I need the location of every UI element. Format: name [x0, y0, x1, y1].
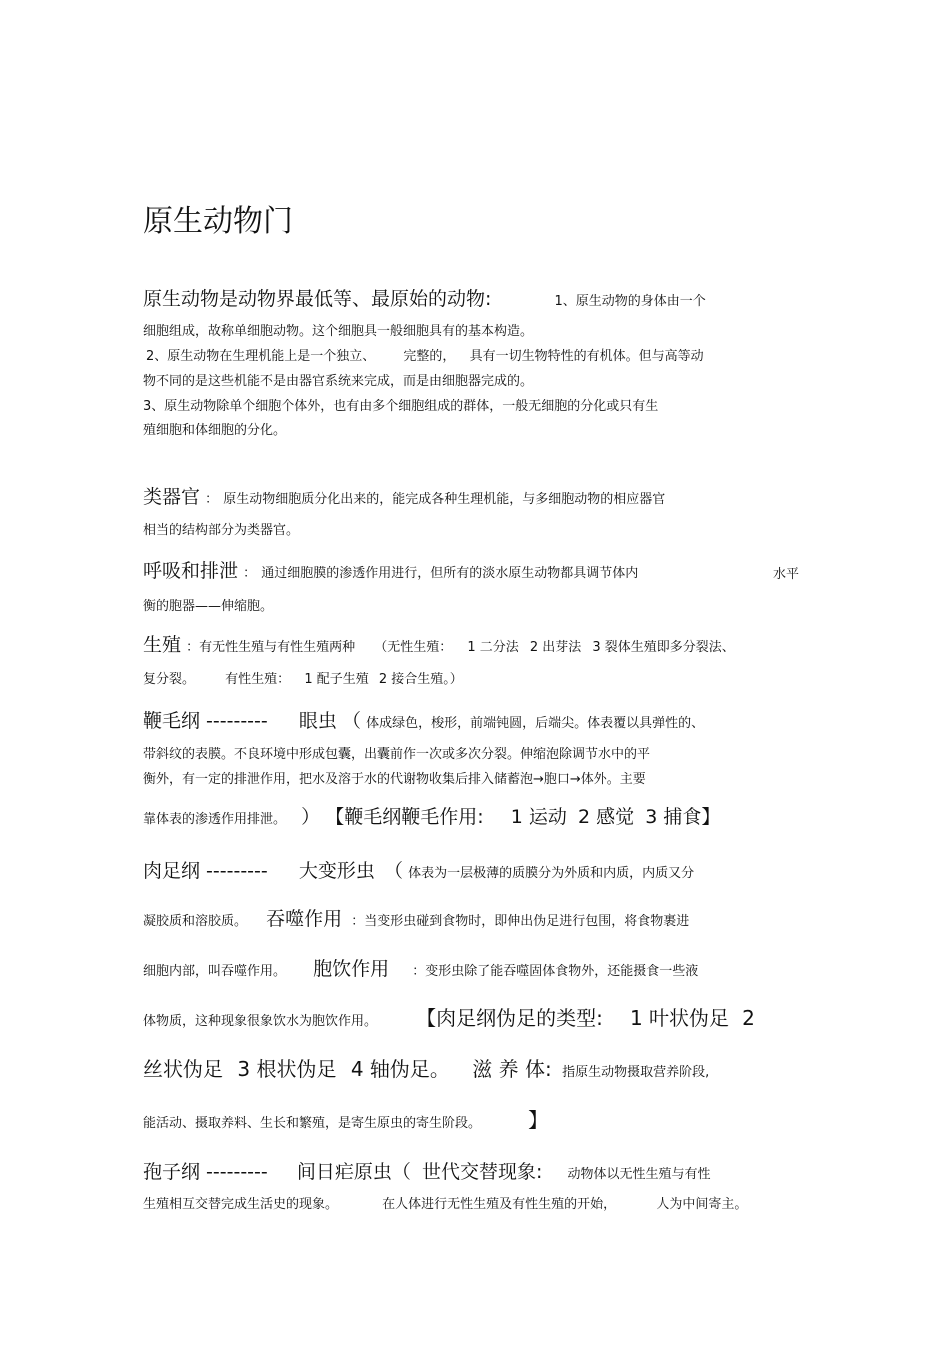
reproduction-term: 生殖	[143, 634, 182, 656]
flagellata-open: （	[341, 710, 361, 732]
respiration-sep: ：	[243, 566, 257, 581]
intro-point-2d: 物不同的是这些机能不是由器官系统来完成，而是由细胞器完成的。	[143, 374, 534, 389]
reproduction-line-2	[143, 668, 463, 687]
sarcodina-class: 肉足纲 ---------	[143, 860, 268, 882]
respiration-term: 呼吸和排泄	[143, 560, 239, 582]
intro-point-2c: 具有一切生物特性的有机体。但与高等动	[469, 349, 704, 364]
reproduction-text-2c: 1 配子生殖	[304, 672, 369, 687]
intro-point-1a: 1、原生动物的身体由一个	[554, 294, 706, 309]
intro-point-3b: 殖细胞和体细胞的分化。	[143, 423, 287, 438]
sporozoa-species: 间日疟原虫（	[296, 1161, 411, 1183]
flagellata-text-4: 靠体表的渗透作用排泄。	[143, 812, 287, 827]
sarcodina-text-3a: 细胞内部，叫吞噬作用。	[143, 964, 287, 979]
sporozoa-text-2b: 在人体进行无性生殖及有性生殖的开始，	[382, 1197, 617, 1212]
flagellata-species: 眼虫	[298, 710, 337, 732]
sarcodina-text-4a: 体物质，这种现象很象饮水为胞饮作用。	[143, 1014, 378, 1029]
respiration-line-1	[143, 556, 638, 583]
sarcodina-text-2a: 凝胶质和溶胶质。	[143, 914, 248, 929]
sarcodina-text-6: 能活动、摄取养料、生长和繁殖，是寄生原虫的寄生阶段。	[143, 1116, 482, 1131]
sporozoa-class: 孢子纲 ---------	[143, 1161, 268, 1183]
sarcodina-species: 大变形虫	[298, 860, 375, 882]
organelle-sep: ：	[205, 492, 219, 507]
flagellata-line-4	[143, 802, 720, 829]
sporozoa-text-2c: 人为中间寄主。	[656, 1197, 748, 1212]
reproduction-text-1e: 3 裂体生殖即多分裂法、	[592, 640, 735, 655]
sarcodina-text-2b: ：当变形虫碰到食物时，即伸出伪足进行包围，将食物裹进	[351, 914, 690, 929]
phagocytosis-term: 吞噬作用	[266, 908, 343, 930]
organelle-text-1: 原生动物细胞质分化出来的，能完成各种生理机能，与多细胞动物的相应器官	[223, 492, 666, 507]
intro-point-1b: 细胞组成，故称单细胞动物。这个细胞具一般细胞具有的基本构造。	[143, 324, 534, 339]
sarcodina-text-5: 指原生动物摄取营养阶段,	[562, 1065, 710, 1080]
sarcodina-close-bracket: 】	[528, 1108, 549, 1132]
respiration-text-2: 衡的胞器——伸缩胞。	[143, 599, 274, 614]
pinocytosis-term: 胞饮作用	[313, 958, 390, 980]
pseudopod-type-3: 3 根状伪足	[237, 1057, 337, 1081]
reproduction-text-1d: 2 出芽法	[529, 640, 582, 655]
flagellata-text-2: 带斜纹的表膜。不良环境中形成包囊，出囊前作一次或多次分裂。伸缩泡除调节水中的平	[143, 747, 651, 762]
sporozoa-text-1: 动物体以无性生殖与有性	[567, 1167, 711, 1182]
sarcodina-open: （	[383, 860, 403, 882]
reproduction-text-2d: 2 接合生殖。）	[378, 672, 463, 687]
trophozoite-term: 滋 养 体:	[472, 1057, 552, 1081]
sarcodina-line-1	[143, 856, 694, 883]
sarcodina-text-3b: ：变形虫除了能吞噬固体食物外，还能摄食一些液	[412, 964, 699, 979]
alternation-term: 世代交替现象:	[421, 1161, 543, 1183]
sporozoa-line-1	[143, 1157, 710, 1184]
respiration-text-1b: 水平	[773, 567, 800, 582]
sporozoa-line-2	[143, 1193, 747, 1212]
organelle-term: 类器官	[143, 486, 201, 508]
sarcodina-line-2	[143, 904, 689, 931]
organelle-line-1	[143, 482, 665, 509]
intro-line-1	[143, 284, 706, 311]
flagellata-text-3: 衡外，有一定的排泄作用，把水及溶于水的代谢物收集后排入储蓄泡→胞口→体外。主要	[143, 772, 646, 787]
page-title: 原生动物门	[143, 204, 293, 239]
flagellata-note-1: 1 运动	[510, 806, 567, 828]
pseudopod-type-4: 4 轴伪足。	[350, 1057, 450, 1081]
sarcodina-line-3	[143, 954, 698, 981]
reproduction-text-2a: 复分裂。	[143, 672, 196, 687]
sarcodina-text-1: 体表为一层极薄的质膜分为外质和内质，内质又分	[408, 866, 695, 881]
flagellata-class: 鞭毛纲 ---------	[143, 710, 268, 732]
respiration-text-1: 通过细胞膜的渗透作用进行，但所有的淡水原生动物都具调节体内	[261, 566, 639, 581]
flagellata-note: 【鞭毛纲鞭毛作用:	[325, 806, 484, 828]
flagellata-line-1	[143, 706, 704, 733]
flagellata-note-2: 2 感觉	[577, 806, 635, 828]
intro-point-2b: 完整的，	[403, 349, 456, 364]
flagellata-close: ）	[301, 806, 321, 828]
pseudopod-type-1: 1 叶状伪足	[629, 1006, 730, 1030]
intro-point-3a: 3、原生动物除单个细胞个体外，也有由多个细胞组成的群体，一般无细胞的分化或只有生	[143, 399, 659, 414]
reproduction-text-1b: （无性生殖：	[374, 640, 453, 655]
sarcodina-line-6	[143, 1104, 548, 1133]
flagellata-note-3: 3 捕食】	[645, 806, 721, 828]
reproduction-text-1: ：有无性生殖与有性生殖两种	[186, 640, 356, 655]
sarcodina-line-5	[143, 1053, 709, 1082]
reproduction-text-1c: 1 二分法	[467, 640, 519, 655]
intro-line-2	[146, 345, 704, 364]
pseudopod-type-2: 丝状伪足	[143, 1057, 223, 1081]
pseudopod-type-2-num: 2	[742, 1006, 755, 1030]
pseudopod-note: 【肉足纲伪足的类型:	[416, 1006, 603, 1030]
reproduction-line-1	[143, 630, 735, 657]
sporozoa-text-2a: 生殖相互交替完成生活史的现象。	[143, 1197, 339, 1212]
intro-point-2a: 2、原生动物在生理机能上是一个独立、	[146, 349, 376, 364]
reproduction-text-2b: 有性生殖：	[225, 672, 291, 687]
sarcodina-line-4	[143, 1002, 755, 1031]
intro-heading: 原生动物是动物界最低等、最原始的动物:	[143, 288, 492, 310]
organelle-text-2: 相当的结构部分为类器官。	[143, 523, 300, 538]
flagellata-text-1: 体成绿色，梭形，前端钝圆，后端尖。体表覆以具弹性的、	[366, 716, 705, 731]
